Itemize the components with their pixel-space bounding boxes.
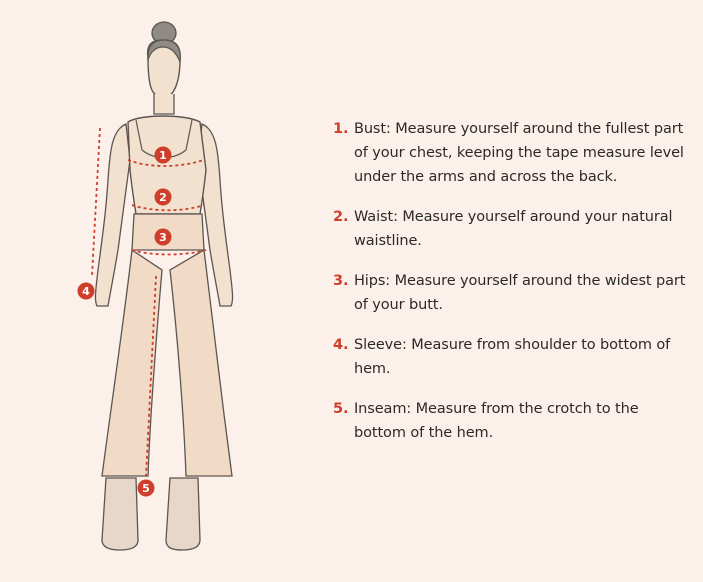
- body-measurement-illustration: [0, 0, 330, 582]
- step-bust: [333, 117, 693, 189]
- marker-2-label: 2: [159, 191, 167, 204]
- step-sleeve: [333, 333, 693, 381]
- marker-1-label: 1: [159, 149, 167, 162]
- marker-3: [155, 229, 172, 246]
- step-number: 2.: [333, 209, 349, 225]
- marker-1: [155, 147, 172, 164]
- step-text: Sleeve: Measure from shoulder to bottom of hem.: [354, 337, 671, 377]
- left-arm: [95, 124, 130, 306]
- step-waist: [333, 205, 693, 253]
- left-boot: [102, 478, 138, 550]
- hips-line: [132, 250, 206, 255]
- marker-3-label: 3: [159, 231, 167, 244]
- right-boot: [166, 478, 200, 550]
- marker-5: [138, 480, 155, 497]
- step-number: 1.: [333, 121, 349, 137]
- marker-4: [78, 283, 95, 300]
- step-inseam: [333, 397, 693, 445]
- measurement-guide: [333, 117, 693, 461]
- marker-4-label: 4: [82, 285, 90, 298]
- step-hips: [333, 269, 693, 317]
- marker-5-label: 5: [142, 482, 150, 495]
- step-text: Waist: Measure yourself around your natural waistline.: [354, 209, 673, 249]
- step-text: Inseam: Measure from the crotch to the bottom of the hem.: [354, 401, 639, 441]
- step-text: Hips: Measure yourself around the widest part of your butt.: [354, 273, 686, 313]
- neck: [154, 94, 174, 114]
- marker-2: [155, 189, 172, 206]
- step-number: 3.: [333, 273, 349, 289]
- step-number: 4.: [333, 337, 349, 353]
- sleeve-line: [92, 128, 100, 276]
- step-text: Bust: Measure yourself around the fullest part of your chest, keeping the tape measure level under the arms and across the back.: [354, 121, 684, 185]
- step-number: 5.: [333, 401, 349, 417]
